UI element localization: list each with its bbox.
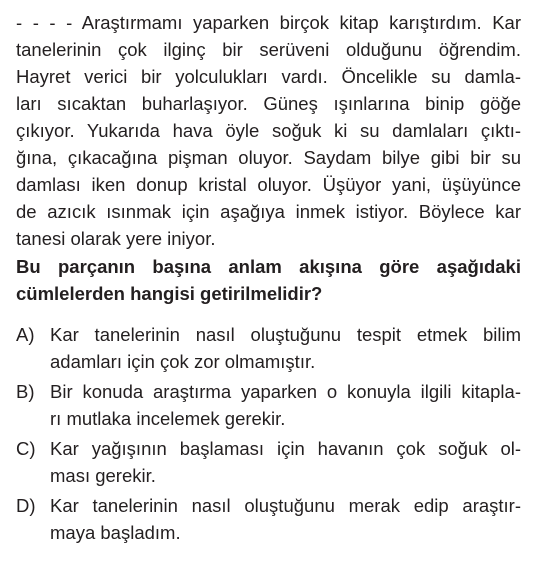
passage-line: tanelerinin çok ilginç bir serüveni olduğunu öğrendim. xyxy=(16,39,521,60)
question-page xyxy=(16,9,521,549)
option-line: maya başladım. xyxy=(50,522,181,543)
option-letter: C) xyxy=(16,438,36,459)
question-line: cümlelerden hangisi getirilmelidir? xyxy=(16,283,323,304)
option-line: rı mutlaka incelemek gerekir. xyxy=(50,408,286,429)
option-b[interactable] xyxy=(16,378,521,432)
question-stem xyxy=(16,253,521,307)
option-c[interactable] xyxy=(16,435,521,489)
option-line: ması gerekir. xyxy=(50,465,156,486)
passage-line: - - - - Araştırmamı yaparken birçok kitap karıştırdım. Kar xyxy=(16,12,521,33)
option-line: Kar yağışının başlaması için havanın çok soğuk ol- xyxy=(50,438,521,459)
option-d[interactable] xyxy=(16,492,521,546)
passage-line: damlası iken donup kristal oluyor. Üşüyor yani, üşüyünce xyxy=(16,174,521,195)
answer-options xyxy=(16,321,521,546)
passage-line: ları sıcaktan buharlaşıyor. Güneş ışınlarına binip göğe xyxy=(16,93,521,114)
passage-line: de azıcık ısınmak için aşağıya inmek istiyor. Böylece kar xyxy=(16,201,521,222)
passage-line: ğına, çıkacağına pişman oluyor. Saydam bilye gibi bir su xyxy=(16,147,521,168)
option-letter: A) xyxy=(16,324,35,345)
passage-line: tanesi olarak yere iniyor. xyxy=(16,228,216,249)
option-line: Kar tanelerinin nasıl oluştuğunu tespit etmek bilim xyxy=(50,324,521,345)
reading-passage xyxy=(16,9,521,252)
option-letter: D) xyxy=(16,495,36,516)
option-line: adamları için çok zor olmamıştır. xyxy=(50,351,316,372)
question-line: Bu parçanın başına anlam akışına göre aşağıdaki xyxy=(16,256,521,277)
passage-line: çıkıyor. Yukarıda hava öyle soğuk ki su damlaları çıktı- xyxy=(16,120,521,141)
option-letter: B) xyxy=(16,381,35,402)
option-line: Kar tanelerinin nasıl oluştuğunu merak edip araştır- xyxy=(50,495,521,516)
option-a[interactable] xyxy=(16,321,521,375)
option-line: Bir konuda araştırma yaparken o konuyla ilgili kitapla- xyxy=(50,381,521,402)
passage-line: Hayret verici bir yolculukları vardı. Öncelikle su damla- xyxy=(16,66,521,87)
